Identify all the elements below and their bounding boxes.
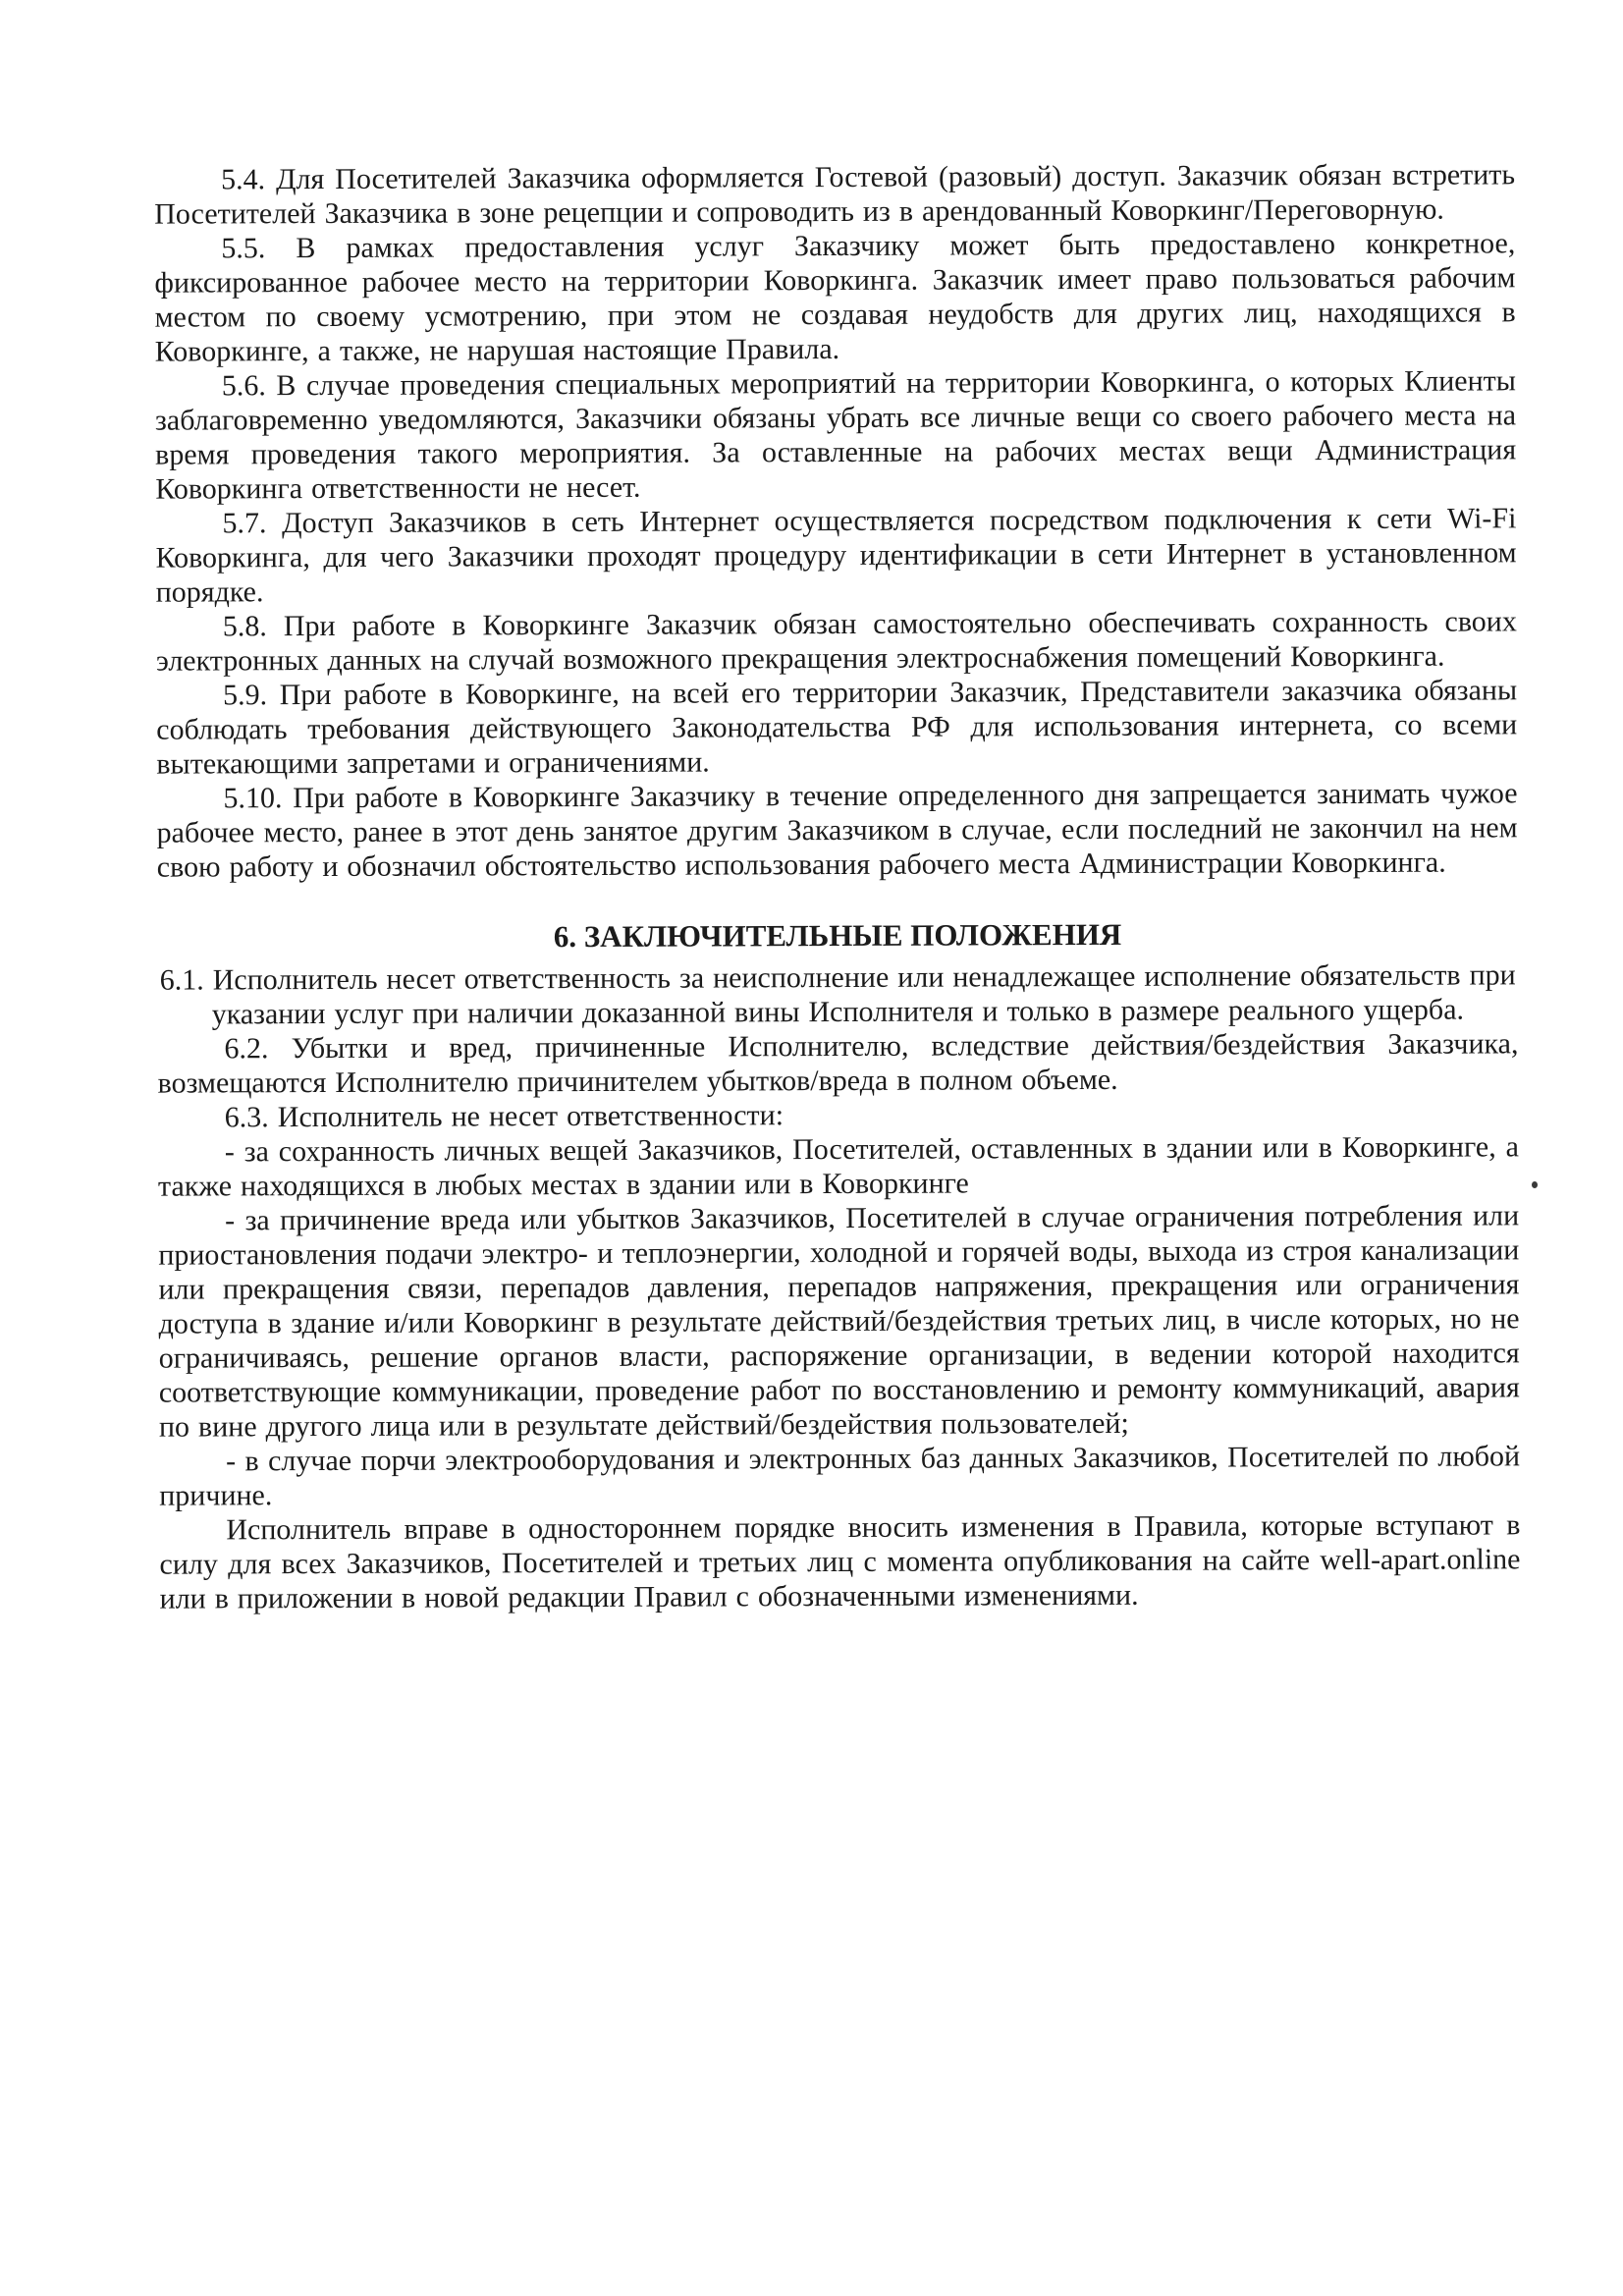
document-text-block — [154, 157, 1521, 1615]
clause-5-9: 5.9. При работе в Коворкинге, на всей его территории Заказчик, Представители заказчика обязаны соблюдать требования действующего Законодательства РФ для использования интернета, со всеми вытекающими запретами и ограничениями. — [156, 674, 1518, 781]
clause-5-5: 5.5. В рамках предоставления услуг Заказчику может быть предоставлено конкретное, фиксированное рабочее место на территории Коворкинга. Заказчик имеет право пользоваться рабочим местом по своему усмотрению, при этом не создавая неудобств для других лиц, находящихся в Коворкинге, а также, не нарушая настоящие Правила. — [154, 227, 1516, 368]
clause-5-4: 5.4. Для Посетителей Заказчика оформляется Гостевой (разовый) доступ. Заказчик обязан встретить Посетителей Заказчика в зоне рецепции и сопроводить из в арендованный Коворкинг/Переговорную. — [154, 158, 1516, 231]
clause-5-6: 5.6. В случае проведения специальных мероприятий на территории Коворкинга, о которых Клиенты заблаговременно уведомляются, Заказчики обязаны убрать все личные вещи со своего рабочего места на время проведения такого мероприятия. За оставленные на рабочих местах вещи Администрация Коворкинга ответственности не несет. — [154, 364, 1517, 506]
clause-5-10: 5.10. При работе в Коворкинге Заказчику в течение определенного дня запрещается занимать чужое рабочее место, ранее в этот день занятое другим Заказчиком в случае, если последний не закончил на нем свою работу и обозначил обстоятельство использования рабочего места Администрации Коворкинга. — [156, 777, 1518, 884]
scan-speck-dot — [1532, 1181, 1538, 1188]
clause-6-3-item-1: - за сохранность личных вещей Заказчиков, Посетителей, оставленных в здании или в Коворкинге, а также находящихся в любых местах в здании или в Коворкинге — [157, 1130, 1519, 1203]
closing-paragraph: Исполнитель вправе в одностороннем порядке вносить изменения в Правила, которые вступают в силу для всех Заказчиков, Посетителей и третьих лиц с момента опубликования на сайте well-apart.online или в приложении в новой редакции Правил с обозначенными изменениями. — [159, 1508, 1521, 1615]
clause-6-1: 6.1. Исполнитель несет ответственность за неисполнение или ненадлежащее исполнение обязательств при указании услуг при наличии доказанной вины Исполнителя и только в размере реального ущерба. — [159, 958, 1516, 1031]
clause-6-3: 6.3. Исполнитель не несет ответственности: — [224, 1099, 784, 1134]
clause-6-3-item-3: - в случае порчи электрооборудования и электронных баз данных Заказчиков, Посетителей по любой причине. — [159, 1440, 1521, 1512]
section-6-heading: 6. ЗАКЛЮЧИТЕЛЬНЫЕ ПОЛОЖЕНИЯ — [553, 916, 1122, 955]
clause-6-2: 6.2. Убытки и вред, причиненные Исполнителю, вследствие действия/бездействия Заказчика, возмещаются Исполнителю причинителем убытков/вреда в полном объеме. — [157, 1027, 1519, 1100]
clause-5-7: 5.7. Доступ Заказчиков в сеть Интернет осуществляется посредством подключения к сети Wi-Fi Коворкинга, для чего Заказчики проходят процедуру идентификации в сети Интернет в установленном порядке. — [155, 502, 1517, 609]
clause-6-3-item-2: - за причинение вреда или убытков Заказчиков, Посетителей в случае ограничения потребления или приостановления подачи электро- и теплоэнергии, холодной и горячей воды, выхода из строя канализации или прекращения связи, перепадов давления, перепадов напряжения, прекращения или ограничения доступа в здание и/или Коворкинг в результате действий/бездействия третьих лиц, в числе которых, но не ограничиваясь, решение органов власти, распоряжение организации, в ведении которой находится соответствующие коммуникации, проведение работ по восстановлению и ремонту коммуникаций, авария по вине другого лица или в результате действий/бездействия пользователей; — [158, 1199, 1520, 1444]
clause-5-8: 5.8. При работе в Коворкинге Заказчик обязан самостоятельно обеспечивать сохранность своих электронных данных на случай возможного прекращения электроснабжения помещений Коворкинга. — [155, 605, 1517, 678]
